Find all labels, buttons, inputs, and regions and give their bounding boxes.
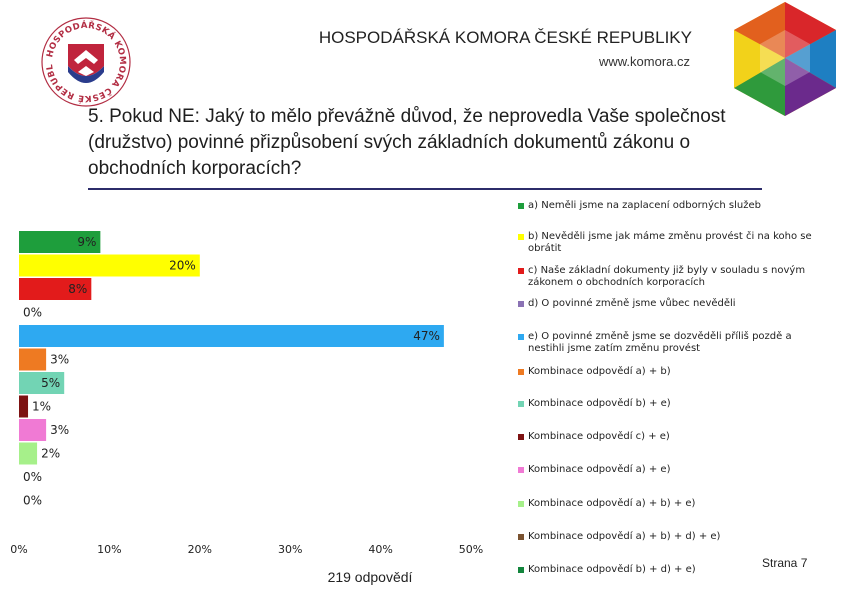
legend-swatch-8 [518, 467, 524, 473]
bars-group [19, 231, 444, 508]
bar-label-5: 3% [50, 352, 70, 367]
page-number: Strana 7 [762, 556, 808, 570]
legend-label-3: d) O povinné změně jsme vůbec nevěděli [528, 298, 736, 309]
legend-swatch-3 [518, 301, 524, 307]
bar-9 [19, 443, 37, 465]
legend-swatch-2 [518, 268, 524, 274]
legend-label-4: e) O povinné změně jsme se dozvěděli příliš pozdě a nestihli jsme zatím změnu provést [528, 331, 792, 354]
x-tick-label-3: 30% [277, 543, 303, 556]
bar-4 [19, 325, 444, 347]
legend-label-1: b) Nevěděli jsme jak máme změnu provést či na koho se obrátit [528, 231, 812, 254]
x-tick-label-0: 0% [10, 543, 28, 556]
bar-label-9: 2% [41, 446, 61, 461]
legend-swatch-9 [518, 501, 524, 507]
bar-label-6: 5% [41, 376, 61, 390]
legend-swatch-4 [518, 334, 524, 340]
question-underline [88, 188, 762, 190]
bar-label-3: 0% [23, 305, 43, 320]
cube-logo [728, 0, 842, 118]
legend-label-6: Kombinace odpovědí b) + e) [528, 398, 671, 409]
header-title: HOSPODÁŘSKÁ KOMORA ČESKÉ REPUBLIKY [318, 28, 692, 47]
bar-label-4: 47% [413, 329, 440, 343]
bar-label-1: 20% [169, 258, 196, 273]
bar-label-7: 1% [32, 399, 52, 414]
legend-label-11: Kombinace odpovědí b) + d) + e) [528, 564, 696, 575]
x-tick-label-5: 50% [458, 543, 484, 556]
header-url[interactable]: www.komora.cz [598, 54, 690, 69]
legend-swatch-7 [518, 434, 524, 440]
question-title: 5. Pokud NE: Jaký to mělo převážně důvod, že neprovedla Vaše společnost (družstvo) povinné přizpůsobení svých základních dokumentů zákonu o obchodních korporacích? [88, 106, 726, 179]
legend-swatch-10 [518, 534, 524, 540]
bar-label-11: 0% [23, 493, 43, 508]
x-tick-label-2: 20% [187, 543, 213, 556]
x-tick-label-1: 10% [97, 543, 122, 556]
legend-label-8: Kombinace odpovědí a) + e) [528, 464, 671, 475]
bar-label-2: 8% [68, 282, 88, 296]
x-tick-label-4: 40% [368, 543, 393, 556]
x-axis-ticks [10, 543, 483, 556]
legend-label-2: c) Naše základní dokumenty již byly v souladu s novým zákonem o obchodních korporacích [528, 265, 806, 288]
legend-label-0: a) Neměli jsme na zaplacení odborných služeb [528, 200, 761, 211]
legend-label-10: Kombinace odpovědí a) + b) + d) + e) [528, 531, 721, 542]
legend-label-5: Kombinace odpovědí a) + b) [528, 366, 671, 377]
bar-7 [19, 396, 28, 418]
bar-label-0: 9% [77, 235, 97, 249]
legend-swatch-0 [518, 203, 524, 209]
bar-label-10: 0% [23, 470, 43, 484]
legend-swatch-1 [518, 234, 524, 240]
response-count: 219 odpovědí [327, 569, 413, 585]
logo-arc-text: HOSPODÁŘSKÁ KOMORA ČESKÉ REPUBL [44, 20, 128, 104]
legend-swatch-6 [518, 401, 524, 407]
bar-chart [0, 195, 500, 560]
bar-label-8: 3% [50, 423, 70, 437]
legend-swatch-5 [518, 369, 524, 375]
legend-label-9: Kombinace odpovědí a) + b) + e) [528, 498, 696, 509]
bar-8 [19, 419, 46, 441]
bar-5 [19, 349, 46, 371]
legend-label-7: Kombinace odpovědí c) + e) [528, 431, 670, 442]
